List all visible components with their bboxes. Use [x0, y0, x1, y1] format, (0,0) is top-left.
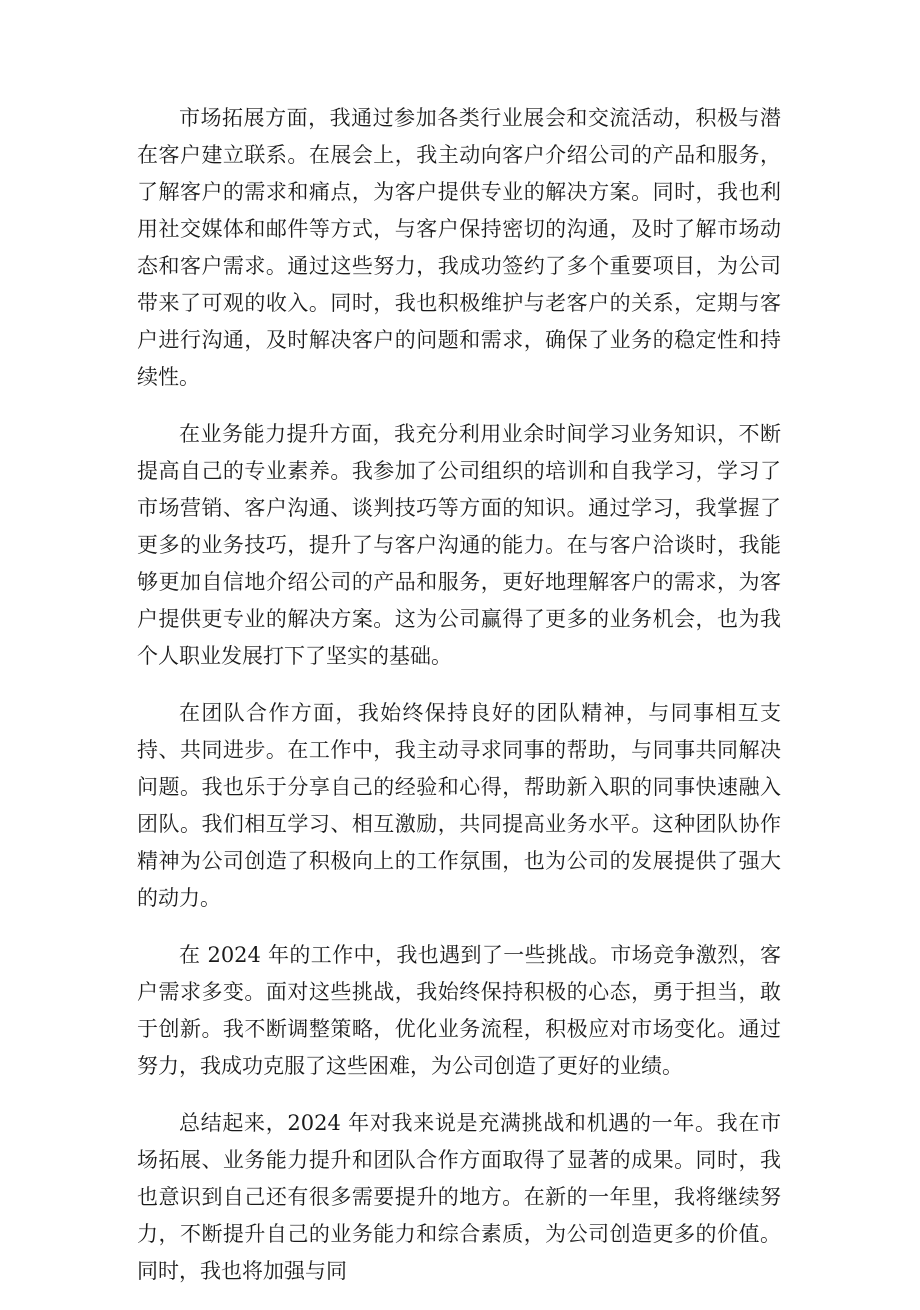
paragraph-skill-improvement: 在业务能力提升方面，我充分利用业余时间学习业务知识，不断提高自己的专业素养。我参加了公司组织的培训和自我学习，学习了市场营销、客户沟通、谈判技巧等方面的知识。通过学习，我掌握了更多的业务技巧，提升了与客户沟通的能力。在与客户洽谈时，我能够更加自信地介绍公司的产品和服务，更好地理解客户的需求，为客户提供更专业的解决方案。这为公司赢得了更多的业务机会，也为我个人职业发展打下了坚实的基础。 [137, 422, 781, 668]
paragraph-summary: 总结起来，2024 年对我来说是充满挑战和机遇的一年。我在市场拓展、业务能力提升和团队合作方面取得了显著的成果。同时，我也意识到自己还有很多需要提升的地方。在新的一年里，我将继续努力，不断提升自己的业务能力和综合素质，为公司创造更多的价值。同时，我也将加强与同 [137, 1111, 781, 1283]
document-body [137, 100, 781, 1310]
paragraph-teamwork: 在团队合作方面，我始终保持良好的团队精神，与同事相互支持、共同进步。在工作中，我主动寻求同事的帮助，与同事共同解决问题。我也乐于分享自己的经验和心得，帮助新入职的同事快速融入团队。我们相互学习、相互激励，共同提高业务水平。这种团队协作精神为公司创造了积极向上的工作氛围，也为公司的发展提供了强大的动力。 [137, 701, 781, 910]
paragraph-market-expansion: 市场拓展方面，我通过参加各类行业展会和交流活动，积极与潜在客户建立联系。在展会上，我主动向客户介绍公司的产品和服务，了解客户的需求和痛点，为客户提供专业的解决方案。同时，我也利用社交媒体和邮件等方式，与客户保持密切的沟通，及时了解市场动态和客户需求。通过这些努力，我成功签约了多个重要项目，为公司带来了可观的收入。同时，我也积极维护与老客户的关系，定期与客户进行沟通，及时解决客户的问题和需求，确保了业务的稳定性和持续性。 [137, 106, 781, 389]
paragraph-challenges: 在 2024 年的工作中，我也遇到了一些挑战。市场竞争激烈，客户需求多变。面对这些挑战，我始终保持积极的心态，勇于担当，敢于创新。我不断调整策略，优化业务流程，积极应对市场变化。通过努力，我成功克服了这些困难，为公司创造了更好的业绩。 [137, 943, 781, 1078]
